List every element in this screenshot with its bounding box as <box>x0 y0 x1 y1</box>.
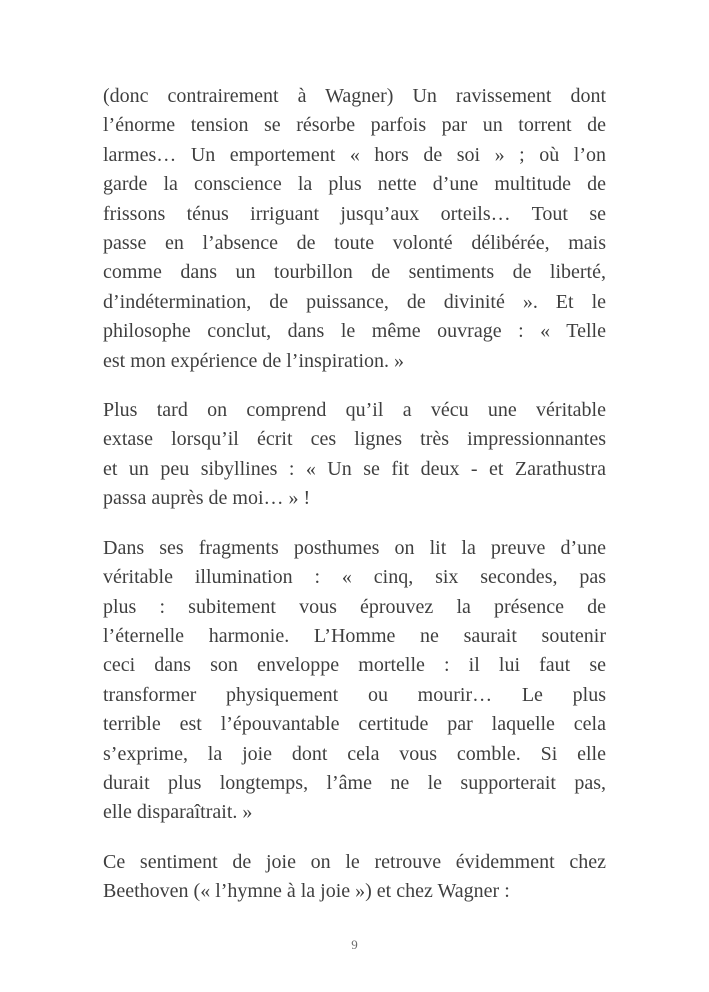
text-line: et un peu sibyllines : « Un se fit deux - et Zarathustra <box>103 457 606 480</box>
text-line: Plus tard on comprend qu’il a vécu une véritable <box>103 399 606 422</box>
text-line: terrible est l’épouvantable certitude par laquelle cela <box>103 713 606 736</box>
text-line: d’indétermination, de puissance, de divinité ». Et le <box>103 290 606 313</box>
text-line: est mon expérience de l’inspiration. » <box>103 349 405 372</box>
text-line: passa auprès de moi… » ! <box>103 487 311 510</box>
text-block <box>103 82 606 927</box>
text-line: ceci dans son enveloppe mortelle : il lui faut se <box>103 654 606 677</box>
text-line: larmes… Un emportement « hors de soi » ; où l’on <box>103 143 606 166</box>
paragraph-3 <box>103 534 606 828</box>
text-line: plus : subitement vous éprouvez la présence de <box>103 595 606 618</box>
page-number: 9 <box>351 937 358 952</box>
text-line: frissons ténus irriguant jusqu’aux orteils… Tout se <box>103 202 606 225</box>
text-line: l’énorme tension se résorbe parfois par un torrent de <box>103 114 606 137</box>
text-line: transformer physiquement ou mourir… Le plus <box>103 683 606 706</box>
text-line: Beethoven (« l’hymne à la joie ») et chez Wagner : <box>103 880 510 903</box>
paragraph-4 <box>103 848 606 907</box>
text-line: durait plus longtemps, l’âme ne le supporterait pas, <box>103 771 606 794</box>
text-line: (donc contrairement à Wagner) Un ravissement dont <box>103 85 606 107</box>
text-line: elle disparaîtrait. » <box>103 801 253 824</box>
text-line: comme dans un tourbillon de sentiments de liberté, <box>103 261 606 284</box>
text-line: garde la conscience la plus nette d’une multitude de <box>103 173 606 196</box>
text-line: véritable illumination : « cinq, six secondes, pas <box>103 566 606 589</box>
text-line: extase lorsqu’il écrit ces lignes très impressionnantes <box>103 428 606 451</box>
text-line: s’exprime, la joie dont cela vous comble. Si elle <box>103 742 606 765</box>
text-line: philosophe conclut, dans le même ouvrage : « Telle <box>103 320 606 343</box>
paragraph-1 <box>103 82 606 376</box>
text-line: l’éternelle harmonie. L’Homme ne saurait soutenir <box>103 624 606 647</box>
text-line: Dans ses fragments posthumes on lit la preuve d’une <box>103 536 606 559</box>
paragraph-2 <box>103 396 606 514</box>
text-line: passe en l’absence de toute volonté délibérée, mais <box>103 232 606 255</box>
text-line: Ce sentiment de joie on le retrouve évidemment chez <box>103 850 606 873</box>
